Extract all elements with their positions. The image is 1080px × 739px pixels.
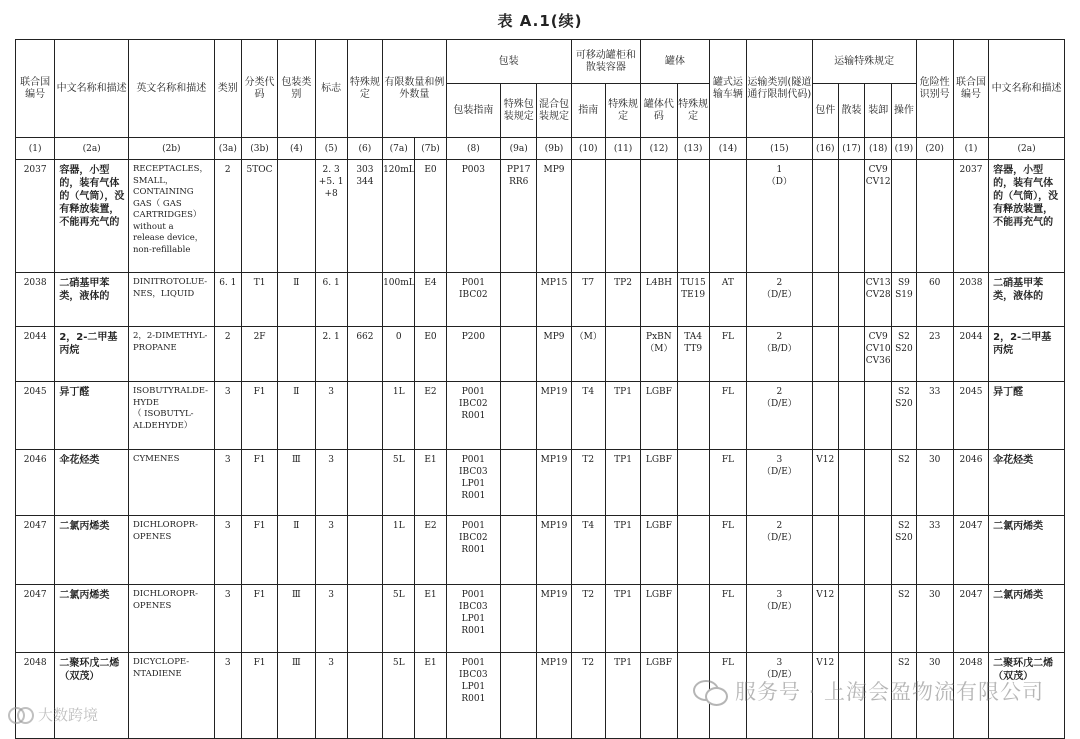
header-hazard-id: 危险性识别号 bbox=[916, 40, 953, 138]
header-vehicle: 罐式运输车辆 bbox=[709, 40, 746, 138]
column-number: (2a) bbox=[989, 138, 1065, 160]
cell-cn-name: 异丁醛 bbox=[55, 382, 129, 450]
cell-ts-packages bbox=[812, 516, 838, 585]
cell-tank-vehicle: FL bbox=[709, 653, 746, 739]
cell-tank-vehicle: FL bbox=[709, 327, 746, 382]
cell-portable-tank-special: TP1 bbox=[605, 382, 640, 450]
cell-transport-category: 3 （D/E） bbox=[747, 450, 813, 516]
cell-packing-instructions: P003 bbox=[446, 160, 500, 273]
header-un-no-repeat: 联合国编号 bbox=[953, 40, 988, 138]
table-row bbox=[16, 585, 1065, 653]
cell-classification-code: F1 bbox=[241, 450, 277, 516]
cell-classification-code: F1 bbox=[241, 585, 277, 653]
dangerous-goods-table bbox=[15, 39, 1065, 739]
cell-cn-name-repeat: 二氯丙烯类 bbox=[989, 585, 1065, 653]
header-ts-operation: 操作 bbox=[892, 84, 916, 138]
cell-un-number-repeat: 2037 bbox=[953, 160, 988, 273]
cell-classification-code: F1 bbox=[241, 516, 277, 585]
header-cn-name: 中文名称和描述 bbox=[55, 40, 129, 138]
cell-ts-bulk bbox=[838, 160, 864, 273]
cell-packing-instructions: P001 IBC02 R001 bbox=[446, 516, 500, 585]
cell-packing-group: Ⅲ bbox=[278, 653, 315, 739]
cell-hazard-id: 30 bbox=[916, 450, 953, 516]
cell-ts-packages: V12 bbox=[812, 653, 838, 739]
cell-tank-code: LGBF bbox=[641, 585, 677, 653]
column-number: (2a) bbox=[55, 138, 129, 160]
cell-cn-name: 二硝基甲苯类，液体的 bbox=[55, 273, 129, 327]
cell-mixed-packing: MP19 bbox=[537, 382, 571, 450]
cell-excepted-quantity: E0 bbox=[415, 160, 446, 273]
cell-un-number-repeat: 2047 bbox=[953, 585, 988, 653]
cell-limited-quantity: 1L bbox=[383, 516, 415, 585]
cell-tank-vehicle: FL bbox=[709, 585, 746, 653]
header-un-no: 联合国编号 bbox=[16, 40, 55, 138]
cell-tank-code: LGBF bbox=[641, 382, 677, 450]
table-row bbox=[16, 160, 1065, 273]
cell-packing-instructions: P001 IBC03 LP01 R001 bbox=[446, 450, 500, 516]
header-en-name: 英文名称和描述 bbox=[128, 40, 214, 138]
cell-cn-name-repeat: 异丁醛 bbox=[989, 382, 1065, 450]
cell-class: 3 bbox=[214, 516, 241, 585]
column-number: (1) bbox=[16, 138, 55, 160]
header-ts-packages: 包件 bbox=[812, 84, 838, 138]
cell-class: 3 bbox=[214, 382, 241, 450]
cell-en-name: DICYCLOPE- NTADIENE bbox=[128, 653, 214, 739]
header-tank-special: 特殊规定 bbox=[677, 84, 709, 138]
cell-limited-quantity: 0 bbox=[383, 327, 415, 382]
cell-limited-quantity: 120mL bbox=[383, 160, 415, 273]
column-number: (10) bbox=[571, 138, 605, 160]
cell-excepted-quantity: E1 bbox=[415, 653, 446, 739]
cell-ts-loading bbox=[865, 516, 892, 585]
cell-labels: 3 bbox=[315, 653, 347, 739]
cell-cn-name: 二聚环戊二烯（双茂） bbox=[55, 653, 129, 739]
column-number: (9a) bbox=[501, 138, 537, 160]
cell-ts-operation: S2 S20 bbox=[892, 382, 916, 450]
cell-cn-name: 伞花烃类 bbox=[55, 450, 129, 516]
table-body bbox=[16, 160, 1065, 739]
header-pt-special: 特殊规定 bbox=[605, 84, 640, 138]
column-number: (3b) bbox=[241, 138, 277, 160]
cell-packing-instructions: P001 IBC02 R001 bbox=[446, 382, 500, 450]
cell-mixed-packing: MP9 bbox=[537, 327, 571, 382]
cell-packing-instructions: P200 bbox=[446, 327, 500, 382]
cell-tank-special: TU15 TE19 bbox=[677, 273, 709, 327]
cell-class: 3 bbox=[214, 450, 241, 516]
cell-tank-special bbox=[677, 160, 709, 273]
cell-special-provisions bbox=[347, 450, 382, 516]
cell-tank-special: TA4 TT9 bbox=[677, 327, 709, 382]
cell-excepted-quantity: E1 bbox=[415, 585, 446, 653]
cell-packing-group bbox=[278, 327, 315, 382]
cell-un-number: 2048 bbox=[16, 653, 55, 739]
cell-labels: 3 bbox=[315, 516, 347, 585]
cell-classification-code: 5TOC bbox=[241, 160, 277, 273]
cell-portable-tank-special bbox=[605, 160, 640, 273]
cell-tank-special bbox=[677, 382, 709, 450]
cell-transport-category: 2 （D/E） bbox=[747, 273, 813, 327]
cell-tank-vehicle: FL bbox=[709, 450, 746, 516]
cell-special-provisions: 303 344 bbox=[347, 160, 382, 273]
header-packaging: 包装 bbox=[446, 40, 571, 84]
cell-transport-category: 1 （D） bbox=[747, 160, 813, 273]
cell-mixed-packing: MP19 bbox=[537, 585, 571, 653]
cell-en-name: CYMENES bbox=[128, 450, 214, 516]
header-tank-code: 罐体代码 bbox=[641, 84, 677, 138]
cell-en-name: RECEPTACLES， SMALL， CONTAINING GAS（ GAS CARTRIDGES） without a release device， non-refillable bbox=[128, 160, 214, 273]
header-packing-group: 包装类别 bbox=[278, 40, 315, 138]
cell-packing-instructions: P001 IBC03 LP01 R001 bbox=[446, 585, 500, 653]
header-ts-bulk: 散装 bbox=[838, 84, 864, 138]
cell-hazard-id: 33 bbox=[916, 516, 953, 585]
cell-portable-tank-instruction: T2 bbox=[571, 653, 605, 739]
cell-tank-code: PxBN （M） bbox=[641, 327, 677, 382]
cell-un-number-repeat: 2046 bbox=[953, 450, 988, 516]
cell-tank-vehicle: AT bbox=[709, 273, 746, 327]
cell-transport-category: 2 （D/E） bbox=[747, 516, 813, 585]
table-row bbox=[16, 382, 1065, 450]
cell-tank-special bbox=[677, 516, 709, 585]
cell-ts-loading: CV9 CV10 CV36 bbox=[865, 327, 892, 382]
column-number: (11) bbox=[605, 138, 640, 160]
cell-special-packing: PP17 RR6 bbox=[501, 160, 537, 273]
cell-transport-category: 2 （D/E） bbox=[747, 382, 813, 450]
cell-portable-tank-instruction: （M） bbox=[571, 327, 605, 382]
cell-tank-special bbox=[677, 450, 709, 516]
cell-special-packing bbox=[501, 327, 537, 382]
cell-cn-name: 二氯丙烯类 bbox=[55, 516, 129, 585]
cell-mixed-packing: MP19 bbox=[537, 653, 571, 739]
cell-packing-group: Ⅲ bbox=[278, 450, 315, 516]
cell-ts-packages bbox=[812, 382, 838, 450]
cell-portable-tank-instruction: T2 bbox=[571, 450, 605, 516]
column-number: (4) bbox=[278, 138, 315, 160]
cell-hazard-id: 30 bbox=[916, 585, 953, 653]
wechat-icon bbox=[693, 676, 727, 706]
cell-tank-special bbox=[677, 585, 709, 653]
cell-ts-packages bbox=[812, 160, 838, 273]
cell-special-provisions bbox=[347, 273, 382, 327]
table-row bbox=[16, 516, 1065, 585]
cell-transport-category: 3 （D/E） bbox=[747, 653, 813, 739]
cell-cn-name: 二氯丙烯类 bbox=[55, 585, 129, 653]
cell-cn-name-repeat: 二氯丙烯类 bbox=[989, 516, 1065, 585]
cell-special-provisions: 662 bbox=[347, 327, 382, 382]
cell-ts-operation: S2 bbox=[892, 450, 916, 516]
cell-special-packing bbox=[501, 382, 537, 450]
watermark-text: 服务号 · 上海会盈物流有限公司 bbox=[734, 680, 1044, 704]
cell-ts-loading: CV13 CV28 bbox=[865, 273, 892, 327]
header-ts-loading: 装卸 bbox=[865, 84, 892, 138]
cell-classification-code: T1 bbox=[241, 273, 277, 327]
cell-limited-quantity: 5L bbox=[383, 450, 415, 516]
cell-labels: 6. 1 bbox=[315, 273, 347, 327]
cell-portable-tank-special: TP1 bbox=[605, 516, 640, 585]
cell-excepted-quantity: E0 bbox=[415, 327, 446, 382]
cell-transport-category: 2 （B/D） bbox=[747, 327, 813, 382]
cell-portable-tank-instruction bbox=[571, 160, 605, 273]
cell-ts-bulk bbox=[838, 327, 864, 382]
cell-cn-name-repeat: 伞花烃类 bbox=[989, 450, 1065, 516]
cell-en-name: 2，2-DIMETHYL- PROPANE bbox=[128, 327, 214, 382]
column-number: (16) bbox=[812, 138, 838, 160]
cell-en-name: DICHLOROPR- OPENES bbox=[128, 516, 214, 585]
cell-special-packing bbox=[501, 516, 537, 585]
cell-special-provisions bbox=[347, 653, 382, 739]
cell-hazard-id: 30 bbox=[916, 653, 953, 739]
cell-mixed-packing: MP15 bbox=[537, 273, 571, 327]
cell-tank-code: L4BH bbox=[641, 273, 677, 327]
cell-cn-name-repeat: 容器，小型的，装有气体的（气筒），没有释放装置，不能再充气的 bbox=[989, 160, 1065, 273]
cell-ts-bulk bbox=[838, 273, 864, 327]
cell-ts-bulk bbox=[838, 382, 864, 450]
column-number: (13) bbox=[677, 138, 709, 160]
cell-ts-packages: V12 bbox=[812, 585, 838, 653]
column-number: (1) bbox=[953, 138, 988, 160]
column-number: (5) bbox=[315, 138, 347, 160]
cell-labels: 2. 1 bbox=[315, 327, 347, 382]
cell-excepted-quantity: E2 bbox=[415, 516, 446, 585]
cell-un-number: 2047 bbox=[16, 516, 55, 585]
cell-excepted-quantity: E1 bbox=[415, 450, 446, 516]
cell-ts-bulk bbox=[838, 516, 864, 585]
cell-mixed-packing: MP9 bbox=[537, 160, 571, 273]
cell-labels: 2. 3 +5. 1 +8 bbox=[315, 160, 347, 273]
cell-ts-loading: CV9 CV12 bbox=[865, 160, 892, 273]
table-row bbox=[16, 327, 1065, 382]
cell-classification-code: F1 bbox=[241, 653, 277, 739]
cell-ts-operation: S2 S20 bbox=[892, 516, 916, 585]
column-number: (3a) bbox=[214, 138, 241, 160]
cell-ts-loading bbox=[865, 382, 892, 450]
cell-ts-packages bbox=[812, 327, 838, 382]
cell-cn-name-repeat: 2，2-二甲基丙烷 bbox=[989, 327, 1065, 382]
column-number: (19) bbox=[892, 138, 916, 160]
cell-packing-group: Ⅱ bbox=[278, 382, 315, 450]
cell-tank-code bbox=[641, 160, 677, 273]
cell-ts-operation: S9 S19 bbox=[892, 273, 916, 327]
header-labels: 标志 bbox=[315, 40, 347, 138]
cell-class: 2 bbox=[214, 327, 241, 382]
cell-un-number: 2038 bbox=[16, 273, 55, 327]
cell-portable-tank-instruction: T4 bbox=[571, 516, 605, 585]
cell-cn-name: 2，2-二甲基丙烷 bbox=[55, 327, 129, 382]
cell-ts-operation: S2 bbox=[892, 653, 916, 739]
column-number-row bbox=[16, 138, 1065, 160]
cell-hazard-id: 60 bbox=[916, 273, 953, 327]
cell-un-number: 2047 bbox=[16, 585, 55, 653]
cell-packing-instructions: P001 IBC02 bbox=[446, 273, 500, 327]
column-number: (7a) bbox=[383, 138, 415, 160]
cell-portable-tank-special: TP1 bbox=[605, 653, 640, 739]
column-number: (15) bbox=[747, 138, 813, 160]
cell-special-packing bbox=[501, 585, 537, 653]
cell-un-number: 2046 bbox=[16, 450, 55, 516]
cell-hazard-id bbox=[916, 160, 953, 273]
cell-limited-quantity: 5L bbox=[383, 653, 415, 739]
header-mixed-packing: 混合包装规定 bbox=[537, 84, 571, 138]
cell-labels: 3 bbox=[315, 450, 347, 516]
cell-tank-code: LGBF bbox=[641, 450, 677, 516]
cell-transport-category: 3 （D/E） bbox=[747, 585, 813, 653]
corner-watermark bbox=[8, 704, 98, 725]
cell-packing-group: Ⅱ bbox=[278, 516, 315, 585]
cell-ts-packages: V12 bbox=[812, 450, 838, 516]
cell-hazard-id: 23 bbox=[916, 327, 953, 382]
cell-special-packing bbox=[501, 450, 537, 516]
cell-packing-instructions: P001 IBC03 LP01 R001 bbox=[446, 653, 500, 739]
column-number: (8) bbox=[446, 138, 500, 160]
cell-cn-name-repeat: 二硝基甲苯类，液体的 bbox=[989, 273, 1065, 327]
table-row bbox=[16, 450, 1065, 516]
cell-special-provisions bbox=[347, 585, 382, 653]
cell-excepted-quantity: E4 bbox=[415, 273, 446, 327]
cell-cn-name-repeat: 二聚环戊二烯（双茂） bbox=[989, 653, 1065, 739]
column-number: (2b) bbox=[128, 138, 214, 160]
cell-class: 6. 1 bbox=[214, 273, 241, 327]
cell-ts-bulk bbox=[838, 450, 864, 516]
cell-class: 3 bbox=[214, 653, 241, 739]
column-number: (20) bbox=[916, 138, 953, 160]
cell-ts-operation: S2 S20 bbox=[892, 327, 916, 382]
cell-special-provisions bbox=[347, 516, 382, 585]
header-pt-instructions: 指南 bbox=[571, 84, 605, 138]
cell-ts-operation: S2 bbox=[892, 585, 916, 653]
cell-limited-quantity: 5L bbox=[383, 585, 415, 653]
cell-portable-tank-special: TP1 bbox=[605, 585, 640, 653]
cell-tank-vehicle: FL bbox=[709, 516, 746, 585]
cell-tank-code: LGBF bbox=[641, 653, 677, 739]
cell-classification-code: 2F bbox=[241, 327, 277, 382]
corner-logo-icon bbox=[8, 707, 34, 723]
cell-special-packing bbox=[501, 653, 537, 739]
header-classification-code: 分类代码 bbox=[241, 40, 277, 138]
watermark bbox=[693, 673, 1044, 709]
cell-portable-tank-instruction: T7 bbox=[571, 273, 605, 327]
header-tanks: 罐体 bbox=[641, 40, 710, 84]
cell-en-name: ISOBUTYRALDE- HYDE （ ISOBUTYL- ALDEHYDE） bbox=[128, 382, 214, 450]
header-transport-special: 运输特殊规定 bbox=[812, 40, 916, 84]
cell-mixed-packing: MP19 bbox=[537, 516, 571, 585]
table-caption: 表 A.1(续) bbox=[497, 12, 583, 30]
cell-tank-vehicle bbox=[709, 160, 746, 273]
corner-mark-text: 大数跨境 bbox=[38, 706, 99, 724]
cell-classification-code: F1 bbox=[241, 382, 277, 450]
cell-special-provisions bbox=[347, 382, 382, 450]
cell-un-number: 2037 bbox=[16, 160, 55, 273]
cell-hazard-id: 33 bbox=[916, 382, 953, 450]
header-class: 类别 bbox=[214, 40, 241, 138]
cell-portable-tank-instruction: T2 bbox=[571, 585, 605, 653]
header-packing-instructions: 包装指南 bbox=[446, 84, 500, 138]
column-number: (7b) bbox=[415, 138, 446, 160]
header-special-packing: 特殊包装规定 bbox=[501, 84, 537, 138]
cell-packing-group: Ⅱ bbox=[278, 273, 315, 327]
cell-un-number-repeat: 2045 bbox=[953, 382, 988, 450]
cell-ts-bulk bbox=[838, 585, 864, 653]
cell-class: 3 bbox=[214, 585, 241, 653]
column-number: (6) bbox=[347, 138, 382, 160]
header-limited-quantities: 有限数量和例外数量 bbox=[383, 40, 447, 138]
cell-ts-loading bbox=[865, 450, 892, 516]
cell-un-number-repeat: 2038 bbox=[953, 273, 988, 327]
cell-packing-group: Ⅲ bbox=[278, 585, 315, 653]
table-row bbox=[16, 273, 1065, 327]
column-number: (17) bbox=[838, 138, 864, 160]
cell-mixed-packing: MP19 bbox=[537, 450, 571, 516]
cell-portable-tank-instruction: T4 bbox=[571, 382, 605, 450]
column-number: (9b) bbox=[537, 138, 571, 160]
header-portable-tanks: 可移动罐柜和散装容器 bbox=[571, 40, 641, 84]
cell-ts-operation bbox=[892, 160, 916, 273]
cell-special-packing bbox=[501, 273, 537, 327]
cell-un-number-repeat: 2048 bbox=[953, 653, 988, 739]
cell-ts-loading bbox=[865, 585, 892, 653]
cell-en-name: DICHLOROPR- OPENES bbox=[128, 585, 214, 653]
cell-un-number-repeat: 2047 bbox=[953, 516, 988, 585]
cell-portable-tank-special: TP1 bbox=[605, 450, 640, 516]
column-number: (18) bbox=[865, 138, 892, 160]
cell-tank-vehicle: FL bbox=[709, 382, 746, 450]
cell-cn-name: 容器，小型的，装有气体的（气筒），没有释放装置，不能再充气的 bbox=[55, 160, 129, 273]
column-number: (12) bbox=[641, 138, 677, 160]
cell-class: 2 bbox=[214, 160, 241, 273]
cell-un-number: 2045 bbox=[16, 382, 55, 450]
cell-labels: 3 bbox=[315, 585, 347, 653]
cell-excepted-quantity: E2 bbox=[415, 382, 446, 450]
cell-un-number-repeat: 2044 bbox=[953, 327, 988, 382]
cell-limited-quantity: 100mL bbox=[383, 273, 415, 327]
header-special-provisions: 特殊规定 bbox=[347, 40, 382, 138]
table-header bbox=[16, 40, 1065, 160]
cell-labels: 3 bbox=[315, 382, 347, 450]
cell-un-number: 2044 bbox=[16, 327, 55, 382]
column-number: (14) bbox=[709, 138, 746, 160]
header-cn-name-repeat: 中文名称和描述 bbox=[989, 40, 1065, 138]
cell-packing-group bbox=[278, 160, 315, 273]
header-transport-category: 运输类别(隧道通行限制代码) bbox=[747, 40, 813, 138]
cell-tank-code: LGBF bbox=[641, 516, 677, 585]
cell-portable-tank-special bbox=[605, 327, 640, 382]
cell-limited-quantity: 1L bbox=[383, 382, 415, 450]
cell-en-name: DINITROTOLUE- NES，LIQUID bbox=[128, 273, 214, 327]
cell-portable-tank-special: TP2 bbox=[605, 273, 640, 327]
cell-ts-packages bbox=[812, 273, 838, 327]
